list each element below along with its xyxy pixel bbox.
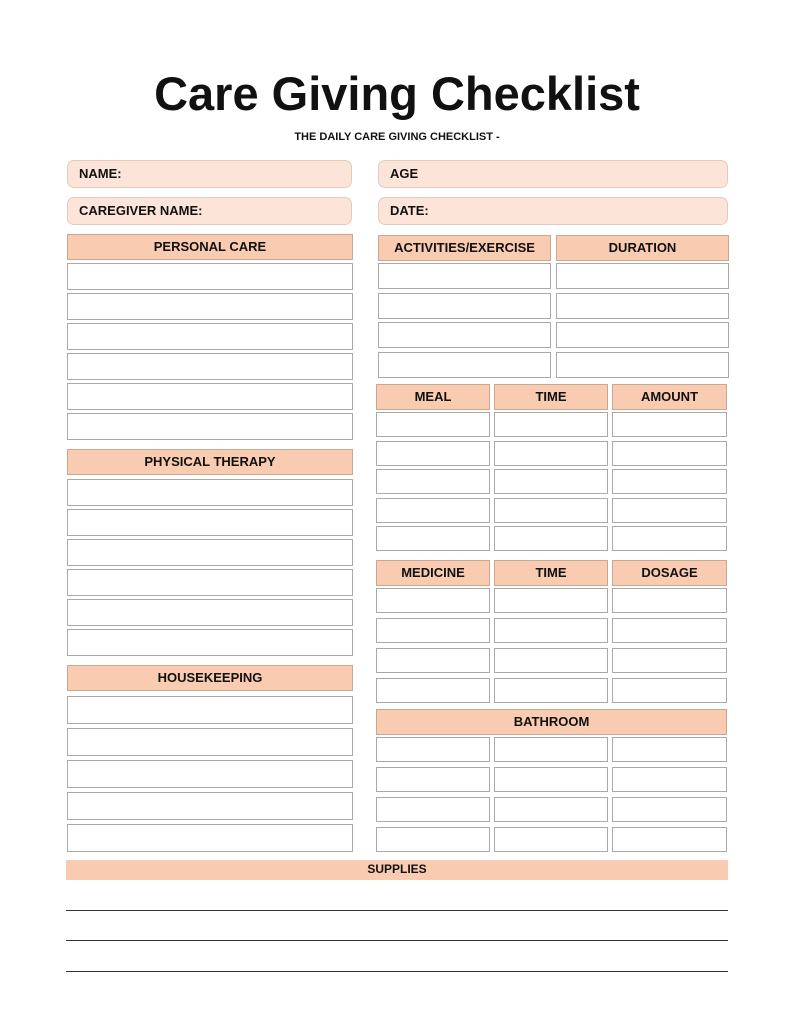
dosage-header: DOSAGE (612, 560, 727, 586)
bathroom-entry[interactable] (494, 767, 608, 792)
meal-entry[interactable] (494, 441, 608, 466)
housekeeping-header: HOUSEKEEPING (67, 665, 353, 691)
medicine-entry[interactable] (376, 678, 490, 703)
medicine-entry[interactable] (612, 588, 727, 613)
activity-entry[interactable] (378, 263, 551, 289)
medicine-entry[interactable] (376, 588, 490, 613)
meal-entry[interactable] (612, 526, 727, 551)
bathroom-entry[interactable] (612, 827, 727, 852)
medicine-entry[interactable] (376, 648, 490, 673)
housekeeping-entry[interactable] (67, 696, 353, 724)
meal-entry[interactable] (494, 526, 608, 551)
activity-entry[interactable] (556, 322, 729, 348)
personal-care-entry[interactable] (67, 413, 353, 440)
personal-care-entry[interactable] (67, 353, 353, 380)
meal-entry[interactable] (376, 441, 490, 466)
medicine-entry[interactable] (494, 648, 608, 673)
supplies-line[interactable] (66, 940, 728, 941)
bathroom-entry[interactable] (612, 737, 727, 762)
medicine-header: MEDICINE (376, 560, 490, 586)
activity-entry[interactable] (378, 352, 551, 378)
housekeeping-entry[interactable] (67, 728, 353, 756)
housekeeping-entry[interactable] (67, 760, 353, 788)
meal-entry[interactable] (376, 469, 490, 494)
personal-care-header: PERSONAL CARE (67, 234, 353, 260)
bathroom-entry[interactable] (376, 797, 490, 822)
bathroom-entry[interactable] (612, 797, 727, 822)
medicine-entry[interactable] (494, 678, 608, 703)
physical-therapy-entry[interactable] (67, 629, 353, 656)
activity-entry[interactable] (378, 293, 551, 319)
page-title: Care Giving Checklist (154, 67, 640, 120)
meal-entry[interactable] (376, 526, 490, 551)
physical-therapy-entry[interactable] (67, 569, 353, 596)
meal-entry[interactable] (612, 469, 727, 494)
activity-entry[interactable] (556, 352, 729, 378)
date-field[interactable]: DATE: (378, 197, 728, 225)
age-field[interactable]: AGE (378, 160, 728, 188)
meal-entry[interactable] (612, 498, 727, 523)
physical-therapy-header: PHYSICAL THERAPY (67, 449, 353, 475)
meal-entry[interactable] (376, 498, 490, 523)
personal-care-entry[interactable] (67, 263, 353, 290)
medicine-entry[interactable] (494, 588, 608, 613)
duration-header: DURATION (556, 235, 729, 261)
meal-time-header: TIME (494, 384, 608, 410)
caregiver-name-field[interactable]: CAREGIVER NAME: (67, 197, 352, 225)
amount-header: AMOUNT (612, 384, 727, 410)
name-field[interactable]: NAME: (67, 160, 352, 188)
medicine-entry[interactable] (494, 618, 608, 643)
physical-therapy-entry[interactable] (67, 479, 353, 506)
bathroom-header: BATHROOM (376, 709, 727, 735)
physical-therapy-entry[interactable] (67, 539, 353, 566)
activities-header: ACTIVITIES/EXERCISE (378, 235, 551, 261)
supplies-line[interactable] (66, 910, 728, 911)
bathroom-entry[interactable] (612, 767, 727, 792)
meal-entry[interactable] (494, 412, 608, 437)
page-subtitle: THE DAILY CARE GIVING CHECKLIST - (294, 131, 500, 143)
supplies-header: SUPPLIES (66, 860, 728, 880)
bathroom-entry[interactable] (494, 827, 608, 852)
bathroom-entry[interactable] (494, 797, 608, 822)
bathroom-entry[interactable] (494, 737, 608, 762)
physical-therapy-entry[interactable] (67, 599, 353, 626)
supplies-line[interactable] (66, 971, 728, 972)
bathroom-entry[interactable] (376, 827, 490, 852)
personal-care-entry[interactable] (67, 293, 353, 320)
housekeeping-entry[interactable] (67, 824, 353, 852)
bathroom-entry[interactable] (376, 767, 490, 792)
activity-entry[interactable] (556, 263, 729, 289)
activity-entry[interactable] (378, 322, 551, 348)
medicine-entry[interactable] (612, 618, 727, 643)
bathroom-entry[interactable] (376, 737, 490, 762)
meal-entry[interactable] (612, 412, 727, 437)
medicine-entry[interactable] (376, 618, 490, 643)
personal-care-entry[interactable] (67, 383, 353, 410)
medicine-entry[interactable] (612, 648, 727, 673)
meal-entry[interactable] (494, 498, 608, 523)
meal-entry[interactable] (376, 412, 490, 437)
physical-therapy-entry[interactable] (67, 509, 353, 536)
medicine-entry[interactable] (612, 678, 727, 703)
meal-entry[interactable] (494, 469, 608, 494)
medicine-time-header: TIME (494, 560, 608, 586)
personal-care-entry[interactable] (67, 323, 353, 350)
meal-header: MEAL (376, 384, 490, 410)
housekeeping-entry[interactable] (67, 792, 353, 820)
meal-entry[interactable] (612, 441, 727, 466)
activity-entry[interactable] (556, 293, 729, 319)
